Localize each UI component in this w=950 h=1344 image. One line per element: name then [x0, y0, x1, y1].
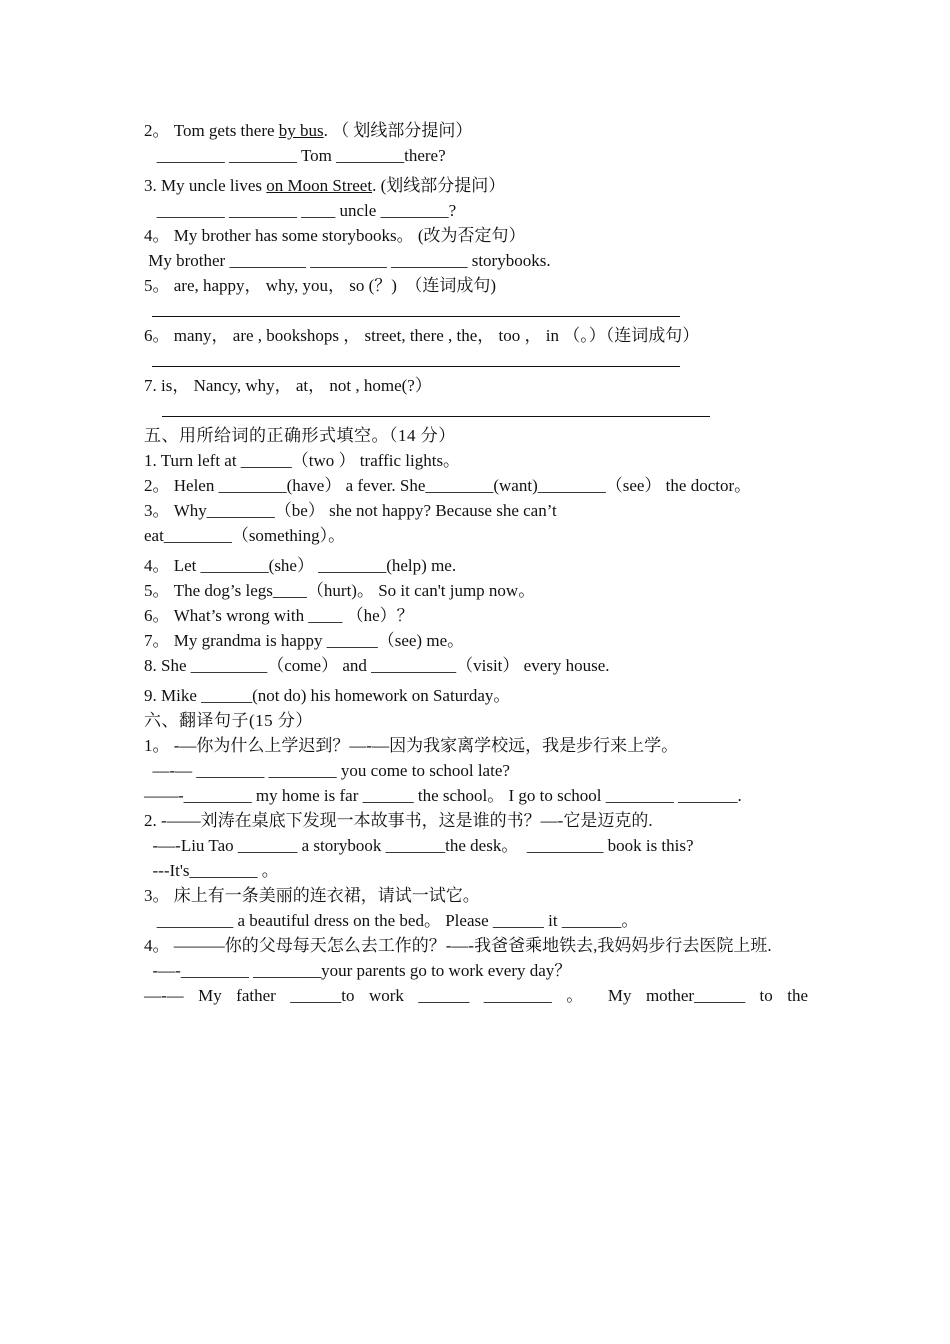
s5-item-3: 3。 Why________（be） she not happy? Because she can’t: [144, 501, 557, 520]
question-2-post: . （ 划线部分提问）: [323, 121, 473, 140]
s6-line-2: —-— ________ ________ you come to school late?: [144, 761, 510, 780]
section-5-title: 五、用所给词的正确形式填空。（14 分）: [144, 426, 456, 445]
question-5: 5。 are, happy， why, you， so (？) （连词成句): [144, 276, 497, 295]
s5-item-8: 8. She _________（come） and __________（visit） every house.: [144, 656, 610, 675]
question-7: 7. is， Nancy, why， at， not , home(?）: [144, 376, 432, 395]
s6-line-1: 1。 -—你为什么上学迟到？—-—因为我家离学校远，我是步行来上学。: [144, 736, 679, 755]
s5-item-7: 7。 My grandma is happy ______（see) me。: [144, 631, 465, 650]
s5-item-1: 1. Turn left at ______（two ） traffic lights。: [144, 451, 461, 470]
s6-line-3: ——-________ my home is far ______ the school。 I go to school ________ _______.: [144, 786, 742, 805]
question-3-underlined: on Moon Street: [266, 176, 373, 195]
s6-line-5: -—-Liu Tao _______ a storybook _______the desk。 _________ book is this?: [144, 836, 694, 855]
s6-line-8: _________ a beautiful dress on the bed。 Please ______ it _______。: [144, 911, 639, 930]
worksheet-page: [144, 118, 808, 1008]
s6-line-4: 2. -——刘涛在桌底下发现一本故事书，这是谁的书？—-它是迈克的.: [144, 811, 653, 830]
question-2-answer: ________ ________ Tom ________there?: [144, 146, 446, 165]
s5-item-3-cont: eat________（something）。: [144, 526, 346, 545]
s6-line-7: 3。 床上有一条美丽的连衣裙，请试一试它。: [144, 886, 480, 905]
question-4: 4。 My brother has some storybooks。 (改为否定句）: [144, 226, 526, 245]
question-4-answer: My brother _________ _________ _________ storybooks.: [144, 251, 551, 270]
question-6: 6。 many， are , bookshops ， street, there , the， too ， in （。）（连词成句）: [144, 326, 700, 345]
answer-rule: [162, 416, 710, 417]
question-3-pre: 3. My uncle lives: [144, 176, 267, 195]
s5-item-9: 9. Mike ______(not do) his homework on Saturday。: [144, 686, 511, 705]
section-6-title: 六、翻译句子(15 分）: [144, 711, 313, 730]
question-7-answer-line: [144, 398, 808, 423]
question-2-pre: 2。 Tom gets there: [144, 121, 279, 140]
question-3-answer: ________ ________ ____ uncle ________?: [144, 201, 457, 220]
s6-line-10: -—-________ ________your parents go to work every day？: [144, 961, 572, 980]
s5-item-5: 5。 The dog’s legs____（hurt)。 So it can't jump now。: [144, 581, 536, 600]
question-6-answer-line: [144, 348, 808, 373]
question-3-post: . (划线部分提问）: [372, 176, 506, 195]
answer-rule: [152, 366, 680, 367]
s5-item-6: 6。 What’s wrong with ____ （he）？: [144, 606, 414, 625]
s6-line-11: —-— My father ______to work ______ ________ 。 My mother______ to the: [144, 986, 808, 1005]
s5-item-4: 4。 Let ________(she） ________(help) me.: [144, 556, 457, 575]
question-2: [144, 118, 808, 143]
question-2-underlined: by bus: [278, 121, 324, 140]
s6-line-6: ---It's________ 。: [144, 861, 279, 880]
question-5-answer-line: [144, 298, 808, 323]
s6-line-9: 4。 ———你的父母每天怎么去工作的？-—-我爸爸乘地铁去,我妈妈步行去医院上班.: [144, 936, 772, 955]
s5-item-2: 2。 Helen ________(have） a fever. She________(want)________（see） the doctor。: [144, 476, 752, 495]
answer-rule: [152, 316, 680, 317]
question-3: [144, 173, 808, 198]
